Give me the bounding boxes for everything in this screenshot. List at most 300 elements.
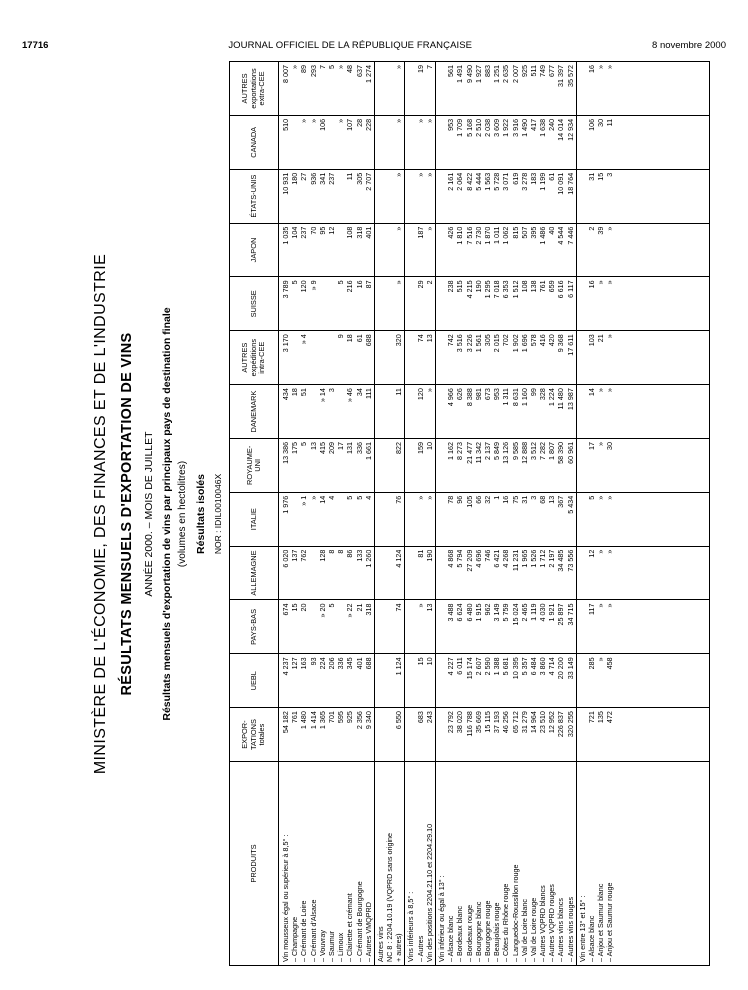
table-cell: 677 (547, 65, 557, 78)
table-cell (406, 442, 415, 489)
table-cell: » 1 (299, 495, 309, 506)
table-cell: 1 661 (363, 441, 373, 460)
table-cell: 15 115 (482, 711, 492, 733)
table-cell: 336 (336, 657, 346, 670)
table-cell (406, 173, 415, 220)
table-cell: 4 030 (538, 603, 548, 622)
table-cell: 5 728 (492, 172, 502, 191)
table-cell (578, 496, 587, 543)
table-cell: 434 (281, 388, 290, 401)
table-cell (327, 280, 336, 327)
table-cell: 8 (336, 549, 346, 554)
product-label: – Bourgogne blanc (473, 901, 483, 962)
table-cell: 1 414 (308, 711, 318, 730)
table-cell: 415 (317, 441, 327, 454)
table-cell: 1 902 (510, 334, 520, 353)
product-label: – Bordeaux blanc (455, 906, 465, 962)
table-cell: 578 (528, 334, 538, 347)
table-cell: 6 117 (565, 280, 575, 298)
table-cell: 183 (528, 172, 538, 185)
section-separator (374, 600, 375, 653)
table-cell: 86 (345, 549, 355, 558)
table-cell: 953 (492, 388, 502, 401)
table-cell: 5 (326, 603, 336, 608)
table-cell: » 20 (317, 603, 327, 618)
value-column (279, 492, 710, 546)
table-cell: 3 149 (492, 603, 502, 622)
table-cell: 4 237 (281, 657, 290, 676)
table-cell: 4 714 (547, 657, 557, 676)
table-cell: 75 (510, 495, 520, 504)
table-cell: 4 124 (394, 549, 404, 568)
page-number: 17716 (22, 39, 49, 51)
product-label: Autres vins (375, 926, 385, 962)
column-header: ALLEMAGNE (230, 546, 279, 600)
table-cell: 320 255 (565, 711, 575, 738)
table-cell: 762 (299, 549, 309, 562)
table-cell: 761 (290, 711, 300, 724)
table-cell: 8 007 (281, 65, 290, 84)
table-cell (437, 280, 446, 327)
table-cell: 2 197 (547, 549, 557, 568)
table-cell (385, 334, 394, 381)
table-cell: 81 (415, 549, 425, 558)
table-cell (437, 496, 446, 543)
table-cell: 38 020 (455, 711, 465, 734)
table-cell: 674 (281, 603, 290, 616)
column-header: EXPOR- TATIONS totales (230, 708, 279, 762)
table-cell: 66 (473, 495, 483, 504)
table-cell: 34 (354, 388, 364, 397)
table-cell: 106 (587, 118, 596, 131)
table-cell: 659 (547, 280, 557, 293)
product-label: – Limoux (336, 932, 346, 962)
table-cell: 420 (547, 334, 557, 347)
table-cell (336, 227, 345, 274)
table-cell (376, 280, 385, 327)
table-cell (376, 388, 385, 435)
column-header: CANADA (230, 115, 279, 169)
table-cell: 953 (446, 118, 456, 131)
table-cell: 39 (596, 226, 606, 235)
table-cell (578, 227, 587, 274)
publication-date: 8 novembre 2000 (652, 39, 726, 51)
units-note: (volumes en hectolitres) (177, 460, 188, 568)
table-cell: 8 (326, 549, 336, 554)
table-cell: 120 (415, 388, 425, 401)
table-cell: 29 (415, 280, 425, 289)
table-cell: 6 624 (455, 603, 465, 622)
section-separator (576, 547, 577, 600)
table-cell: 3 (605, 172, 615, 177)
table-cell: 688 (363, 334, 373, 347)
table-cell: 237 (326, 172, 336, 185)
table-cell: 18 (290, 388, 300, 397)
table-cell: 17 (587, 441, 596, 450)
table-cell: 8 422 (464, 172, 474, 191)
table-cell: 1 976 (281, 495, 290, 514)
section-separator (435, 62, 436, 115)
table-cell: 13 (308, 441, 318, 450)
table-cell: 16 (354, 280, 364, 289)
section-separator (435, 277, 436, 330)
table-cell: 93 (308, 657, 318, 666)
table-cell (309, 550, 318, 597)
table-cell (437, 173, 446, 220)
table-cell: 1 251 (492, 65, 502, 84)
table-cell: 472 (605, 711, 615, 724)
table-cell: 6 480 (464, 603, 474, 622)
table-cell (437, 657, 446, 704)
table-cell: 5 759 (501, 603, 511, 622)
table-cell: 18 (345, 334, 355, 343)
table-cell: » (394, 280, 404, 285)
table-cell: » (394, 118, 404, 123)
table-cell: 14 014 (556, 118, 566, 141)
table-cell (578, 65, 587, 112)
table-cell: 40 (547, 226, 557, 235)
table-cell: 5 681 (501, 657, 511, 676)
table-cell: 31 279 (519, 711, 529, 734)
table-cell (437, 119, 446, 166)
table-cell: 9 (336, 334, 346, 339)
table-cell: 7 516 (464, 226, 474, 245)
table-cell: 13 (547, 495, 557, 504)
table-cell (385, 388, 394, 435)
table-cell: 78 (446, 495, 456, 504)
table-cell: 206 (326, 657, 336, 670)
table-cell (385, 603, 394, 650)
table-cell: 163 (299, 657, 309, 670)
section-separator (435, 547, 436, 600)
table-cell: 1 922 (501, 118, 511, 137)
table-cell: » (299, 118, 309, 123)
table-cell: 5 (336, 280, 346, 285)
table-cell: » (394, 226, 404, 231)
product-label: – Clairette et crémant (345, 893, 355, 962)
table-cell: 15 (596, 172, 606, 181)
table-cell: 127 (290, 657, 300, 670)
section-separator (435, 600, 436, 653)
table-cell: 320 (394, 334, 404, 347)
table-cell: 507 (519, 226, 529, 239)
table-cell: » (424, 495, 434, 500)
table-cell: 1 274 (363, 65, 373, 84)
table-cell: 318 (363, 603, 373, 616)
table-cell: 15 024 (510, 603, 520, 626)
table-cell: 120 (299, 280, 309, 293)
table-cell: 12 952 (547, 711, 557, 734)
table-cell: 3 (326, 388, 336, 393)
table-cell: 426 (446, 226, 456, 239)
table-cell: 16 (587, 280, 596, 289)
table-cell: 1 486 (538, 226, 548, 245)
table-cell: » (605, 226, 615, 231)
table-cell: 9 368 (556, 334, 566, 353)
table-cell (578, 657, 587, 704)
table-cell: 19 (415, 65, 425, 74)
table-cell: 3 488 (446, 603, 456, 622)
table-cell: 6 020 (281, 549, 290, 568)
table-cell: 1 011 (492, 226, 502, 245)
section-separator (576, 654, 577, 707)
table-cell: 5 (587, 495, 596, 500)
table-cell: 190 (424, 549, 434, 562)
table-cell (578, 603, 587, 650)
section-separator (374, 116, 375, 169)
table-cell: 7 (317, 65, 327, 70)
table-cell: 17 (336, 441, 346, 450)
table-cell: 108 (345, 226, 355, 239)
table-cell: 1 491 (455, 65, 465, 84)
column-header: ÉTATS-UNIS (230, 169, 279, 223)
table-cell: 128 (317, 549, 327, 562)
table-cell: 76 (394, 495, 404, 504)
table-cell: 5 434 (565, 495, 575, 514)
table-cell: » 14 (317, 388, 327, 403)
table-cell (376, 227, 385, 274)
product-label: NC 8 : 2204.10.19 (VQPRD sans origine (385, 832, 395, 962)
section-separator (404, 600, 405, 653)
table-cell: 761 (538, 280, 548, 293)
table-cell: 11 480 (556, 388, 566, 410)
table-cell: 1 295 (482, 280, 492, 299)
table-cell: 74 (415, 334, 425, 343)
value-column (279, 62, 710, 116)
table-cell: 2 161 (446, 172, 456, 191)
table-cell: 31 397 (556, 65, 566, 88)
table-cell: 1 490 (519, 118, 529, 137)
period-line: ANNÉE 2000. – MOIS DE JUILLET (143, 431, 155, 597)
table-cell: 5 (354, 495, 364, 500)
product-label: Vins inférieurs à 8,5° : (406, 891, 416, 962)
table-cell: 187 (415, 226, 425, 239)
table-cell: 822 (394, 441, 404, 454)
table-cell (437, 334, 446, 381)
table-cell: 2 (424, 280, 434, 285)
table-cell: » (596, 65, 606, 70)
table-cell (290, 119, 299, 166)
table-cell: 20 (299, 603, 309, 612)
product-label: – Autres vins rouges (565, 896, 575, 962)
section-separator (404, 277, 405, 330)
section-separator (435, 116, 436, 169)
export-table (229, 61, 710, 966)
table-cell: 14 (317, 495, 327, 504)
table-cell (376, 334, 385, 381)
table-cell: 104 (290, 226, 300, 239)
table-cell (290, 334, 299, 381)
table-cell: 12 934 (565, 118, 575, 141)
table-cell: 417 (528, 118, 538, 131)
table-cell (406, 550, 415, 597)
table-cell: 2 064 (455, 172, 465, 191)
table-cell: 1 388 (492, 657, 502, 676)
table-cell: 702 (501, 334, 511, 347)
value-column (279, 331, 710, 385)
table-cell: 10 091 (556, 172, 566, 195)
table-cell: 2 635 (501, 65, 511, 84)
table-cell: 3 516 (455, 334, 465, 353)
table-cell: 1 915 (473, 603, 483, 622)
product-label: Vin inférieur ou égal à 13° : (437, 875, 446, 962)
table-cell: 238 (446, 280, 456, 293)
table-cell: 37 193 (492, 711, 502, 734)
section-separator (576, 331, 577, 384)
product-label: – Vouvray (317, 930, 327, 962)
table-cell (385, 550, 394, 597)
table-cell: » (605, 280, 615, 285)
table-cell: 8 388 (464, 388, 474, 407)
table-cell: 15 174 (464, 657, 474, 680)
table-cell: 111 (363, 388, 373, 400)
table-cell: » (605, 388, 615, 393)
product-label: – Autres (415, 935, 425, 962)
table-cell: 89 (299, 65, 309, 74)
column-header: AUTRES expéditions intra-CEE (230, 331, 279, 385)
section-separator (404, 708, 405, 761)
section-separator (576, 600, 577, 653)
table-cell (578, 173, 587, 220)
table-cell: 1 807 (547, 441, 557, 460)
table-cell (406, 711, 415, 758)
table-cell: 11 (605, 118, 615, 127)
table-cell (406, 496, 415, 543)
table-cell: 33 149 (565, 657, 575, 680)
table-cell: 1 119 (528, 603, 538, 621)
table-cell: 6 484 (528, 657, 538, 676)
ministry-title: MINISTÈRE DE L'ÉCONOMIE, DES FINANCES ET DE L'INDUSTRIE (92, 253, 109, 775)
table-cell: » (394, 65, 404, 70)
table-cell: » (605, 65, 615, 70)
table-cell: 216 (345, 280, 355, 293)
table-cell (406, 65, 415, 112)
table-cell: 21 (596, 334, 606, 343)
table-cell (385, 173, 394, 220)
table-cell: 1 162 (446, 441, 456, 460)
table-cell: 9 340 (363, 711, 373, 730)
table-cell: 1 124 (394, 657, 404, 676)
table-cell: » (605, 603, 615, 608)
table-cell: 20 200 (556, 657, 566, 680)
table-cell: 401 (363, 226, 373, 239)
section-separator (435, 708, 436, 761)
section-separator (374, 170, 375, 223)
product-label: – Val de Loire blanc (519, 899, 529, 962)
product-label: – Autres vins blancs (556, 898, 566, 962)
product-label: – Crémant d'Alsace (308, 899, 318, 962)
table-cell: 4 966 (446, 388, 456, 407)
table-cell: 117 (587, 603, 596, 615)
table-cell: 6 353 (501, 280, 511, 299)
table-cell: 13 (424, 334, 434, 343)
table-cell (578, 280, 587, 327)
table-cell: » (394, 172, 404, 177)
table-cell: 4 (326, 495, 336, 500)
table-cell: 936 (308, 172, 318, 185)
table-cell: 30 (605, 441, 615, 450)
table-cell: 51 (299, 388, 309, 397)
table-cell: 4 227 (446, 657, 456, 676)
product-label: – Alsace blanc (446, 915, 456, 962)
table-cell: 3 071 (501, 172, 511, 191)
table-cell: 1 563 (482, 172, 492, 191)
table-cell: 61 (354, 334, 364, 343)
table-cell: 1 927 (473, 65, 483, 84)
table-cell: 5 168 (464, 118, 474, 137)
table-cell: 336 (354, 441, 364, 454)
section-separator (576, 224, 577, 277)
table-cell (437, 603, 446, 650)
table-cell: 5 357 (519, 657, 529, 676)
table-cell: 510 (281, 118, 290, 131)
table-cell: 305 (354, 172, 364, 185)
table-cell: 21 477 (464, 441, 474, 464)
table-cell: 1 561 (473, 334, 483, 353)
table-cell: 11 342 (473, 441, 483, 464)
table-cell: » 4 (299, 334, 309, 345)
table-cell: 30 (596, 118, 606, 127)
table-cell (336, 173, 345, 220)
section-separator (404, 62, 405, 115)
table-cell: » (415, 603, 425, 608)
table-cell (385, 227, 394, 274)
table-cell (578, 442, 587, 489)
table-cell: 1 638 (538, 118, 548, 137)
table-cell: 58 390 (556, 441, 566, 464)
table-cell: 1 062 (501, 226, 511, 245)
product-label: – Autres VQPRD rouges (547, 884, 557, 962)
table-cell: 131 (345, 441, 355, 454)
table-cell: 4 696 (473, 549, 483, 568)
table-cell: » (596, 549, 606, 554)
column-header: UEBL (230, 654, 279, 708)
table-cell: 673 (482, 388, 492, 401)
table-cell: 240 (547, 118, 557, 131)
section-separator (404, 493, 405, 546)
table-cell: 16 (587, 65, 596, 74)
table-cell: 7 446 (565, 226, 575, 245)
table-cell: 27 209 (464, 549, 474, 572)
table-cell: 73 556 (565, 549, 575, 572)
section-separator (404, 116, 405, 169)
table-cell: 54 182 (281, 711, 290, 734)
table-cell: 21 (354, 603, 364, 612)
table-cell: 180 (290, 172, 300, 185)
table-cell: 18 764 (565, 172, 575, 195)
column-header: AUTRES exportations extra-CEE (230, 62, 279, 116)
table-cell: 749 (538, 65, 548, 78)
table-cell: 401 (354, 657, 364, 670)
table-cell (406, 227, 415, 274)
column-header: DANEMARK (230, 385, 279, 439)
product-label: – Autres VMQPRD (363, 902, 373, 962)
product-label: Vin mousseux égal ou supérieur à 8,5° : (281, 834, 290, 962)
column-header: PAYS-BAS (230, 600, 279, 654)
table-cell: 8 273 (455, 441, 465, 460)
table-cell: 3 789 (281, 280, 290, 299)
value-column (279, 438, 710, 492)
table-cell: 883 (482, 65, 492, 78)
table-cell: 87 (363, 280, 373, 289)
table-cell: 683 (415, 711, 425, 724)
section-separator (435, 493, 436, 546)
section-separator (576, 385, 577, 438)
table-cell: 1 (492, 495, 502, 500)
table-cell: 12 (587, 549, 596, 558)
table-cell (376, 550, 385, 597)
section-separator (435, 439, 436, 492)
